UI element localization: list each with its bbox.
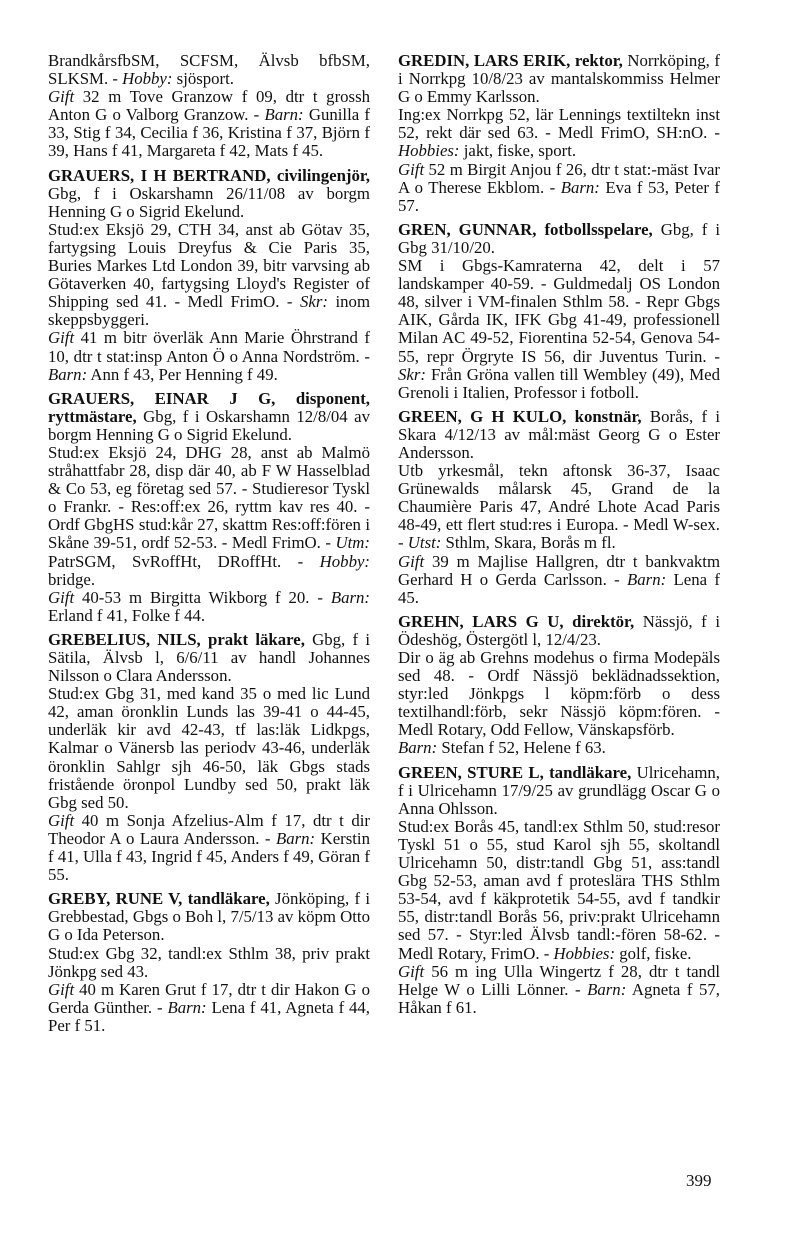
italic-label: Gift <box>398 159 425 179</box>
entry-heading <box>398 221 720 257</box>
text-segment: Från Gröna vallen till Wembley (49), Med Grenoli i Italien, Professor i fotboll. <box>398 364 720 402</box>
entry-heading <box>48 167 370 221</box>
text-segment: sjösport. <box>172 69 235 89</box>
italic-label: Gift <box>48 587 75 607</box>
entry-paragraph <box>48 945 370 981</box>
entry-paragraph <box>398 818 720 963</box>
entry-paragraph <box>48 221 370 330</box>
italic-label: Barn: <box>330 587 370 607</box>
entry-title: tandläkare, <box>187 889 270 909</box>
entry-heading <box>398 52 720 106</box>
italic-label: Barn: <box>560 177 600 197</box>
entry-paragraph <box>48 88 370 160</box>
italic-label: Barn: <box>167 997 207 1017</box>
entry-name: GREEN, STURE L, <box>398 762 544 782</box>
entry-intro: Gbg, f i Oskarshamn 26/11/08 av borgm Henning G o Sigrid Ekelund. <box>48 183 370 221</box>
italic-label: Hobbies: <box>398 141 460 161</box>
entry-intro: Norrköping, f i Norrkpg 10/8/23 av mantalskommiss Helmer G o Emmy Karlsson. <box>398 51 720 107</box>
text-segment: 32 m Tove Granzow f 09, dtr t grossh Anton G o Valborg Granzow. - <box>48 87 370 125</box>
entry-title: disponent, ryttmästare, <box>48 388 370 426</box>
right-column <box>398 52 720 1023</box>
text-segment: 41 m bitr överläk Ann Marie Öhrstrand f 10, dtr t stat:insp Anton Ö o Anna Nordström. - <box>48 328 370 366</box>
entry-paragraph <box>398 553 720 607</box>
entry-paragraph <box>398 739 720 757</box>
italic-label: Barn: <box>264 105 304 125</box>
italic-label: Gift <box>398 551 425 571</box>
entry-heading <box>48 890 370 944</box>
italic-label: Utm: <box>335 533 370 553</box>
entry-paragraph <box>398 462 720 552</box>
text-segment: 40 m Karen Grut f 17, dtr t dir Hakon G o Gerda Günther. - <box>48 979 370 1017</box>
entry-heading <box>398 613 720 649</box>
italic-label: Gift <box>48 810 75 830</box>
entry-intro: Gbg, f i Gbg 31/10/20. <box>398 219 720 257</box>
italic-label: Barn: <box>587 979 627 999</box>
entry-paragraph <box>48 589 370 625</box>
italic-label: Utst: <box>407 533 442 553</box>
entry-paragraph <box>398 106 720 160</box>
entry-intro: Nässjö, f i Ödeshög, Östergötl l, 12/4/23. <box>398 611 721 649</box>
text-segment: Erland f 41, Folke f 44. <box>48 605 206 625</box>
entry-title: fotbollsspelare, <box>544 219 653 239</box>
text-segment: Lena f 45. <box>398 569 720 607</box>
italic-label: Barn: <box>398 738 438 758</box>
text-segment: 52 m Birgit Anjou f 26, dtr t stat:-mäst Ivar A o Therese Ekblom. - <box>398 159 720 197</box>
text-segment: Stud:ex Borås 45, tandl:ex Sthlm 50, stud:resor Tyskl 51 o 55, stud Karol sjh 55, skoltandl Ulricehamn 50, distr:tandl Gbg 51, ass:tandl Gbg 52-53, aman avd f proteslära THS Sthlm 53-54, avd f käkprotetik 54-55, avd f tandkir 55, distr:tandl Borås 56, priv:prakt Ulricehamn sed 57. - Styr:led Älvsb tandl:-fören 58-62. - Medl Rotary, FrimO. - <box>398 816 720 963</box>
left-column <box>48 52 370 1041</box>
biography-entry <box>398 221 720 402</box>
text-segment: Lena f 41, Agneta f 44, Per f 51. <box>48 997 371 1035</box>
entry-title: tandläkare, <box>549 762 632 782</box>
entry-paragraph <box>398 257 720 402</box>
italic-label: Skr: <box>398 364 426 384</box>
entry-paragraph <box>48 981 370 1035</box>
text-segment: Utb yrkesmål, tekn aftonsk 36-37, Isaac Grünewalds målarsk 45, Grand de la Chaumière Paris 47, André Lhote Acad Paris 48-49, ett flert stud:res i Europa. - Medl W-sex. - <box>398 461 720 553</box>
text-segment: Ing:ex Norrkpg 52, lär Lennings textiltekn inst 52, rekt där sed 63. - Medl FrimO, SH:nO. - <box>398 105 720 143</box>
biography-entry <box>398 408 720 607</box>
text-segment: PatrSGM, SvRoffHt, DRoffHt. - <box>48 551 320 571</box>
text-segment: 56 m ing Ulla Wingertz f 28, dtr t tandl Helge W o Lilli Lönner. - <box>398 961 720 999</box>
text-segment: Kerstin f 41, Ulla f 43, Ingrid f 45, Anders f 49, Göran f 55. <box>48 828 370 885</box>
entry-title: prakt läkare, <box>208 629 305 649</box>
italic-label: Barn: <box>275 828 316 848</box>
italic-label: Hobby: <box>319 551 370 571</box>
text-segment: BrandkårsfbSM, SCFSM, Älvsb bfbSM, SLKSM. - <box>48 51 370 89</box>
italic-label: Gift <box>48 328 75 348</box>
text-segment: Stud:ex Eksjö 24, DHG 28, anst ab Malmö stråhattfabr 28, disp där 40, ab F W Hasselblad & Co 53, eg företag sed 57. - Studieresor Tyskl o Frankr. - Res:off:ex 26, ryttm kav res 40. - Ordf GbgHS stud:kår 27, skattm Res:off:fören i Skåne 39-51, ordf 52-53. - Medl FrimO. - <box>48 442 370 553</box>
entry-intro: Gbg, f i Oskarshamn 12/8/04 av borgm Henning G o Sigrid Ekelund. <box>48 406 370 444</box>
italic-label: Gift <box>48 979 75 999</box>
italic-label: Hobby: <box>122 69 173 89</box>
entry-paragraph <box>48 812 370 884</box>
text-segment: Stud:ex Eksjö 29, CTH 34, anst ab Götav 35, fartygsing Louis Dreyfus & Cie Paris 35, Buries Markes Ltd London 39, bitr varvsing ab Götaverken 40, fartygsing Lloyd's Register of Shipping sed 41. - Medl FrimO. - <box>48 219 370 312</box>
italic-label: Gift <box>48 87 75 107</box>
text-segment: 40-53 m Birgitta Wikborg f 20. - <box>74 587 331 607</box>
biography-entry <box>48 890 370 1035</box>
biography-entry <box>398 52 720 215</box>
italic-label: Skr: <box>300 292 328 312</box>
entry-intro: Borås, f i Skara 4/12/13 av mål:mäst Georg G o Ester Andersson. <box>398 406 720 462</box>
biography-entry <box>48 390 370 625</box>
biography-entry <box>398 764 720 1017</box>
entry-name: GREEN, G H KULO, <box>398 406 567 426</box>
text-segment: Sthlm, Skara, Borås m fl. <box>441 533 616 553</box>
biography-entry <box>398 613 720 758</box>
biography-entry <box>48 167 370 384</box>
text-segment: golf, fiske. <box>615 943 692 963</box>
italic-label: Gift <box>398 961 425 981</box>
entry-heading <box>398 408 720 462</box>
entry-name: GREN, GUNNAR, <box>398 219 537 239</box>
text-segment: 40 m Sonja Afzelius-Alm f 17, dtr t dir Theodor A o Laura Andersson. - <box>48 810 370 848</box>
entry-heading <box>48 631 370 685</box>
text-segment: Gunilla f 33, Stig f 34, Cecilia f 36, Kristina f 37, Björn f 39, Hans f 41, Margareta f 42, Mats f 45. <box>48 105 370 161</box>
entry-heading <box>398 764 720 818</box>
page-number: 399 <box>686 1171 712 1190</box>
entry-paragraph <box>398 963 720 1017</box>
text-segment: 39 m Majlise Hallgren, dtr t bankvaktm Gerhard H o Gerda Carlsson. - <box>398 551 720 589</box>
entry-heading <box>48 390 370 444</box>
entry-intro: Ulricehamn, f i Ulricehamn 17/9/25 av grundlägg Oscar G o Anna Ohlsson. <box>398 762 721 818</box>
text-segment: inom skeppsbyggeri. <box>48 292 370 330</box>
italic-label: Barn: <box>48 364 88 384</box>
entry-title: konstnär, <box>574 406 642 426</box>
italic-label: Barn: <box>627 569 667 589</box>
text-segment: SM i Gbgs-Kamraterna 42, delt i 57 landskamper 40-59. - Guldmedalj OS London 48, silver i VM-finalen Sthlm 58. - Repr Gbgs AIK, Gårda IK, IFK Gbg 41-49, professionell Milan AC 49-52, Fiorentina 52-54, Genova 54-55, repr Örgryte IS 56, dir Juventus Turin. - <box>398 256 720 366</box>
entry-name: GREHN, LARS G U, <box>398 611 564 631</box>
entry-paragraph <box>48 444 370 589</box>
text-segment: Stud:ex Gbg 32, tandl:ex Sthlm 38, priv prakt Jönkpg sed 43. <box>48 943 370 981</box>
text-segment: Dir o äg ab Grehns modehus o firma Modepäls sed 48. - Ordf Nässjö beklädnadssektion, styr:led Jönkpgs l köpm:förb o dess textilhandl:förb, sekr Nässjö köpm:fören. - Medl Rotary, Odd Fellow, Vänskapsförb. <box>398 648 720 740</box>
text-segment: Ann f 43, Per Henning f 49. <box>87 364 278 384</box>
entry-name: GREDIN, LARS ERIK, <box>398 51 571 70</box>
entry-paragraph <box>48 685 370 812</box>
entry-title: rektor, <box>574 51 623 70</box>
biography-entry <box>48 631 370 884</box>
italic-label: Hobbies: <box>553 943 616 963</box>
text-segment: Agneta f 57, Håkan f 61. <box>398 979 720 1017</box>
entry-paragraph <box>48 329 370 383</box>
entry-name: GRAUERS, EINAR J G, <box>48 388 276 408</box>
entry-name: GRAUERS, I H BERTRAND, <box>48 165 271 185</box>
entry-name: GREBY, RUNE V, <box>48 889 183 909</box>
entry-paragraph <box>398 161 720 215</box>
text-segment: bridge. <box>48 569 96 589</box>
text-segment: Stud:ex Gbg 31, med kand 35 o med lic Lund 42, aman öronklin Lunds las 39-41 o 44-45, underläk kir avd 42-43, tf las:läk Lidkpgs, Kalmar o Vänersb las periodv 43-46, underläk öronklin Sahlgr sjh 46-50, läk Gbgs stads fristående öronpol Lundby sed 50, prakt läk Gbg sed 50. <box>48 684 370 812</box>
entry-name: GREBELIUS, NILS, <box>48 629 201 649</box>
entry-title: civilingenjör, <box>276 165 370 185</box>
entry-title: direktör, <box>572 611 635 631</box>
text-segment: Stefan f 52, Helene f 63. <box>437 738 606 758</box>
entry-paragraph <box>398 649 720 739</box>
entry-intro: Jönköping, f i Grebbestad, Gbgs o Boh l, 7/5/13 av köpm Otto G o Ida Peterson. <box>48 889 370 945</box>
text-segment: Eva f 53, Peter f 57. <box>398 177 720 215</box>
text-segment: jakt, fiske, sport. <box>459 141 577 161</box>
entry-intro: Gbg, f i Sätila, Älvsb l, 6/6/11 av handl Johannes Nilsson o Clara Andersson. <box>48 629 370 686</box>
entry-continuation <box>48 52 370 88</box>
